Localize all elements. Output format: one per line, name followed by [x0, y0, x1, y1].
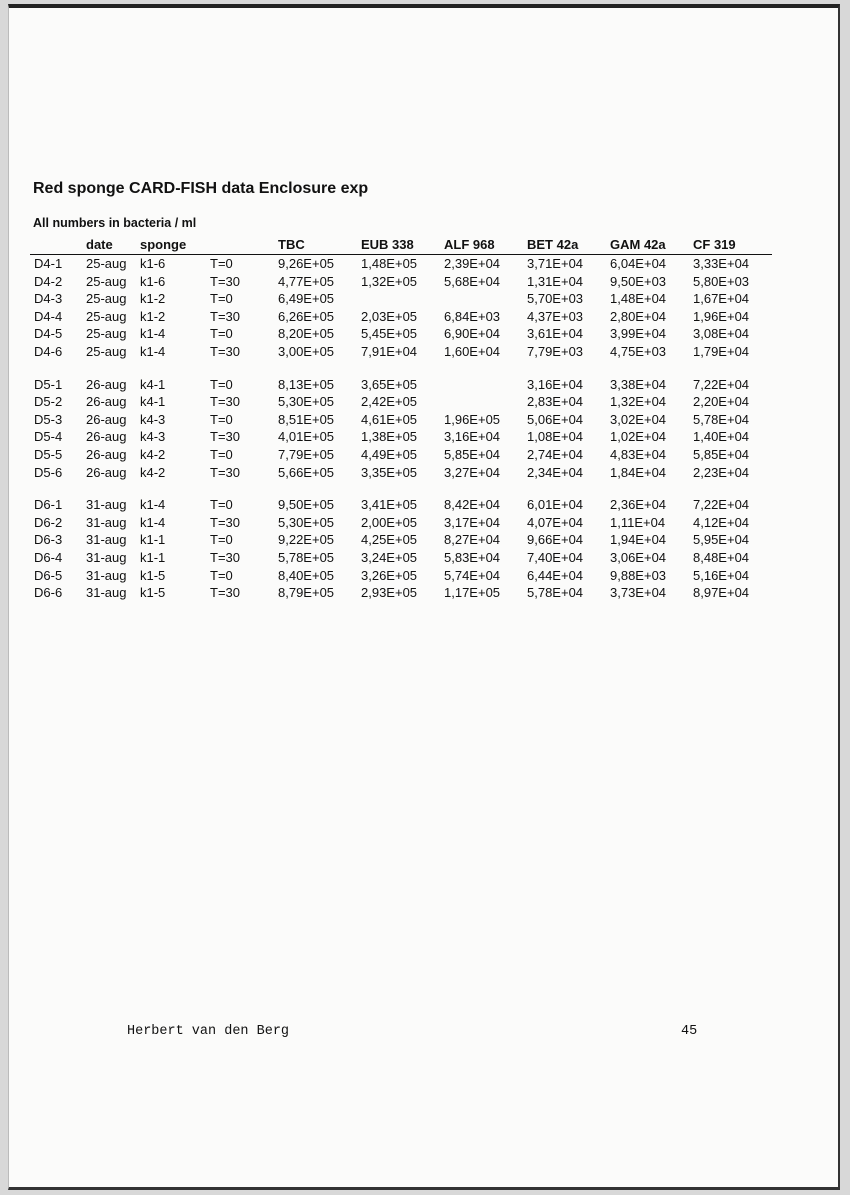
cell-alf968	[440, 376, 523, 394]
cell-eub338: 3,24E+05	[361, 549, 418, 565]
cell-tbc: 8,40E+05	[278, 567, 335, 583]
cell-alf968: 8,42E+04	[444, 497, 501, 513]
cell-cf319: 3,08E+04	[693, 326, 750, 342]
cell-cf319: 1,96E+04	[693, 308, 750, 324]
cell-bet42a: 1,31E+04	[527, 273, 584, 289]
cell-eub338: 3,65E+05	[361, 376, 418, 392]
cell-cf319: 4,12E+04	[693, 514, 750, 530]
cell-eub338	[357, 290, 440, 308]
cell-sponge: k4-3	[140, 429, 166, 445]
cell-gam42a: 9,88E+03	[610, 567, 667, 583]
table-row	[30, 549, 772, 567]
col-header-gam42a: GAM 42a	[606, 236, 689, 255]
cell-bet42a: 4,37E+03	[527, 308, 584, 324]
cell-bet42a: 2,83E+04	[527, 394, 584, 410]
group-spacer-row	[30, 361, 772, 376]
cell-gam42a: 3,06E+04	[610, 549, 667, 565]
cell-bet42a: 1,08E+04	[527, 429, 584, 445]
cell-alf968: 6,90E+04	[444, 326, 501, 342]
cell-eub338: 4,61E+05	[361, 411, 418, 427]
cell-alf968: 1,60E+04	[444, 343, 501, 359]
cell-sponge: k1-6	[140, 273, 166, 289]
cell-sponge: k1-4	[140, 326, 166, 342]
col-header-tbc: TBC	[274, 236, 357, 255]
cell-tbc: 8,13E+05	[278, 376, 335, 392]
table-row	[30, 273, 772, 291]
cell-tbc: 6,49E+05	[278, 291, 335, 307]
table-row	[30, 376, 772, 394]
cell-tbc: 4,01E+05	[278, 429, 335, 445]
cell-time: T=0	[210, 532, 233, 548]
cell-eub338: 4,25E+05	[361, 532, 418, 548]
cell-tbc: 5,30E+05	[278, 394, 335, 410]
cell-alf968: 1,17E+05	[444, 585, 501, 601]
cell-eub338: 3,26E+05	[361, 567, 418, 583]
units-subtitle: All numbers in bacteria / ml	[33, 216, 197, 230]
cell-tbc: 8,20E+05	[278, 326, 335, 342]
cell-cf319: 8,97E+04	[693, 585, 750, 601]
cell-sponge: k1-2	[140, 308, 166, 324]
cell-cf319: 5,80E+03	[693, 273, 750, 289]
cell-sample-id: D4-4	[34, 308, 63, 324]
cell-time: T=30	[210, 308, 240, 324]
col-header-time	[206, 236, 274, 255]
table-row	[30, 428, 772, 446]
cell-tbc: 5,66E+05	[278, 464, 335, 480]
cell-date: 31-aug	[86, 549, 127, 565]
cell-date: 25-aug	[86, 343, 127, 359]
table-row	[30, 325, 772, 343]
cell-date: 26-aug	[86, 446, 127, 462]
cell-sponge: k1-4	[140, 343, 166, 359]
cell-gam42a: 1,48E+04	[610, 291, 667, 307]
table-header-row	[30, 236, 772, 255]
cell-cf319: 5,78E+04	[693, 411, 750, 427]
cell-alf968: 6,84E+03	[444, 308, 501, 324]
cell-sponge: k1-1	[140, 549, 166, 565]
cell-bet42a: 7,79E+03	[527, 343, 584, 359]
cell-time: T=30	[210, 514, 240, 530]
cell-sponge: k1-1	[140, 532, 166, 548]
cell-alf968: 5,74E+04	[444, 567, 501, 583]
cell-sample-id: D6-6	[34, 585, 63, 601]
cell-tbc: 9,22E+05	[278, 532, 335, 548]
cell-bet42a: 5,70E+03	[527, 291, 584, 307]
cell-date: 31-aug	[86, 567, 127, 583]
cell-sponge: k1-5	[140, 567, 166, 583]
cell-eub338: 2,42E+05	[361, 394, 418, 410]
cell-gam42a: 6,04E+04	[610, 256, 667, 271]
table-row	[30, 584, 772, 602]
cell-date: 25-aug	[86, 308, 127, 324]
cell-sample-id: D6-1	[34, 497, 63, 513]
table-row	[30, 496, 772, 514]
cell-time: T=30	[210, 464, 240, 480]
cell-eub338: 1,32E+05	[361, 273, 418, 289]
cell-sample-id: D5-3	[34, 411, 63, 427]
cell-sample-id: D6-5	[34, 567, 63, 583]
spacer-cell	[30, 481, 772, 496]
cell-sample-id: D4-3	[34, 291, 63, 307]
cell-sample-id: D4-1	[34, 256, 63, 271]
cell-tbc: 9,26E+05	[278, 256, 335, 271]
cell-bet42a: 9,66E+04	[527, 532, 584, 548]
cell-bet42a: 3,16E+04	[527, 376, 584, 392]
cell-cf319: 3,33E+04	[693, 256, 750, 271]
cell-bet42a: 7,40E+04	[527, 549, 584, 565]
cell-sponge: k4-3	[140, 411, 166, 427]
cell-sample-id: D6-3	[34, 532, 63, 548]
cell-gam42a: 1,32E+04	[610, 394, 667, 410]
cell-gam42a: 2,80E+04	[610, 308, 667, 324]
cell-cf319: 5,95E+04	[693, 532, 750, 548]
cell-alf968: 1,96E+05	[444, 411, 501, 427]
cell-eub338: 1,38E+05	[361, 429, 418, 445]
col-header-eub338: EUB 338	[357, 236, 440, 255]
cell-bet42a: 3,71E+04	[527, 256, 584, 271]
cell-tbc: 4,77E+05	[278, 273, 335, 289]
cell-eub338: 5,45E+05	[361, 326, 418, 342]
footer-page-number: 45	[681, 1024, 698, 1039]
table-row	[30, 343, 772, 361]
table-row	[30, 514, 772, 532]
cell-cf319: 7,22E+04	[693, 376, 750, 392]
table-row	[30, 464, 772, 482]
cell-date: 26-aug	[86, 376, 127, 392]
cell-bet42a: 6,44E+04	[527, 567, 584, 583]
cell-bet42a: 2,34E+04	[527, 464, 584, 480]
cell-alf968: 3,27E+04	[444, 464, 501, 480]
cell-sample-id: D5-4	[34, 429, 63, 445]
cell-cf319: 5,85E+04	[693, 446, 750, 462]
table-row	[30, 531, 772, 549]
cell-eub338: 2,00E+05	[361, 514, 418, 530]
cell-sponge: k1-4	[140, 514, 166, 530]
cell-sample-id: D5-5	[34, 446, 63, 462]
cell-date: 25-aug	[86, 256, 127, 271]
cell-date: 26-aug	[86, 411, 127, 427]
col-header-cf319: CF 319	[689, 236, 772, 255]
cell-cf319: 2,20E+04	[693, 394, 750, 410]
table-row	[30, 446, 772, 464]
cell-sample-id: D5-6	[34, 464, 63, 480]
cell-bet42a: 3,61E+04	[527, 326, 584, 342]
cell-bet42a: 2,74E+04	[527, 446, 584, 462]
cell-sponge: k4-1	[140, 376, 166, 392]
group-spacer-row	[30, 481, 772, 496]
cell-sample-id: D5-1	[34, 376, 63, 392]
cell-bet42a: 4,07E+04	[527, 514, 584, 530]
cell-time: T=30	[210, 585, 240, 601]
cell-date: 25-aug	[86, 273, 127, 289]
cell-sponge: k4-2	[140, 446, 166, 462]
cell-time: T=30	[210, 394, 240, 410]
cell-alf968: 5,68E+04	[444, 273, 501, 289]
cell-alf968: 5,83E+04	[444, 549, 501, 565]
table-row	[30, 308, 772, 326]
cell-gam42a: 1,02E+04	[610, 429, 667, 445]
cell-gam42a: 3,02E+04	[610, 411, 667, 427]
cell-time: T=0	[210, 326, 233, 342]
cell-eub338: 2,03E+05	[361, 308, 418, 324]
table-row	[30, 290, 772, 308]
cell-gam42a: 4,83E+04	[610, 446, 667, 462]
cell-sample-id: D6-2	[34, 514, 63, 530]
cell-bet42a: 5,06E+04	[527, 411, 584, 427]
cell-eub338: 1,48E+05	[361, 256, 418, 271]
cell-time: T=0	[210, 446, 233, 462]
cell-time: T=0	[210, 376, 233, 392]
table-row	[30, 393, 772, 411]
cell-tbc: 5,30E+05	[278, 514, 335, 530]
col-header-sponge: sponge	[136, 236, 206, 255]
cell-alf968: 3,16E+04	[444, 429, 501, 445]
cell-alf968: 5,85E+04	[444, 446, 501, 462]
cell-tbc: 7,79E+05	[278, 446, 335, 462]
cell-date: 31-aug	[86, 514, 127, 530]
spacer-cell	[30, 361, 772, 376]
cell-cf319: 2,23E+04	[693, 464, 750, 480]
cell-gam42a: 1,94E+04	[610, 532, 667, 548]
cell-eub338: 7,91E+04	[361, 343, 418, 359]
cell-alf968: 2,39E+04	[444, 256, 501, 271]
cell-alf968: 8,27E+04	[444, 532, 501, 548]
cell-time: T=0	[210, 256, 233, 271]
cell-tbc: 3,00E+05	[278, 343, 335, 359]
table-body	[30, 255, 772, 602]
footer-author: Herbert van den Berg	[127, 1024, 290, 1039]
table-row	[30, 255, 772, 273]
cell-cf319: 1,67E+04	[693, 291, 750, 307]
cell-eub338: 3,41E+05	[361, 497, 418, 513]
cell-cf319: 8,48E+04	[693, 549, 750, 565]
cell-cf319: 1,40E+04	[693, 429, 750, 445]
cell-sponge: k4-2	[140, 464, 166, 480]
cell-date: 26-aug	[86, 464, 127, 480]
cell-gam42a: 3,38E+04	[610, 376, 667, 392]
cell-time: T=0	[210, 497, 233, 513]
cell-sample-id: D6-4	[34, 549, 63, 565]
cell-sample-id: D4-6	[34, 343, 63, 359]
document-page	[8, 4, 840, 1190]
cell-sample-id: D4-2	[34, 273, 63, 289]
card-fish-table	[30, 236, 772, 602]
cell-sponge: k4-1	[140, 394, 166, 410]
cell-alf968	[440, 290, 523, 308]
cell-tbc: 8,79E+05	[278, 585, 335, 601]
cell-date: 31-aug	[86, 585, 127, 601]
cell-time: T=30	[210, 273, 240, 289]
cell-tbc: 6,26E+05	[278, 308, 335, 324]
cell-bet42a: 6,01E+04	[527, 497, 584, 513]
cell-time: T=30	[210, 343, 240, 359]
cell-tbc: 5,78E+05	[278, 549, 335, 565]
cell-gam42a: 1,11E+04	[610, 514, 666, 530]
cell-sponge: k1-6	[140, 256, 166, 271]
cell-gam42a: 3,73E+04	[610, 585, 667, 601]
cell-gam42a: 9,50E+03	[610, 273, 667, 289]
cell-date: 31-aug	[86, 532, 127, 548]
cell-sample-id: D5-2	[34, 394, 63, 410]
cell-sponge: k1-4	[140, 497, 166, 513]
cell-sponge: k1-5	[140, 585, 166, 601]
cell-date: 31-aug	[86, 497, 127, 513]
cell-date: 26-aug	[86, 429, 127, 445]
col-header-date: date	[82, 236, 136, 255]
cell-time: T=30	[210, 549, 240, 565]
cell-alf968	[440, 393, 523, 411]
cell-eub338: 3,35E+05	[361, 464, 418, 480]
cell-cf319: 1,79E+04	[693, 343, 750, 359]
table-row	[30, 411, 772, 429]
cell-gam42a: 4,75E+03	[610, 343, 667, 359]
table-row	[30, 567, 772, 585]
cell-eub338: 4,49E+05	[361, 446, 418, 462]
cell-time: T=0	[210, 567, 233, 583]
cell-tbc: 8,51E+05	[278, 411, 335, 427]
cell-gam42a: 2,36E+04	[610, 497, 667, 513]
cell-tbc: 9,50E+05	[278, 497, 335, 513]
page-title: Red sponge CARD-FISH data Enclosure exp	[33, 180, 369, 197]
cell-time: T=0	[210, 411, 233, 427]
cell-date: 25-aug	[86, 326, 127, 342]
cell-cf319: 5,16E+04	[693, 567, 750, 583]
cell-gam42a: 1,84E+04	[610, 464, 667, 480]
cell-bet42a: 5,78E+04	[527, 585, 584, 601]
col-header-id	[30, 236, 82, 255]
col-header-alf968: ALF 968	[440, 236, 523, 255]
cell-time: T=30	[210, 429, 240, 445]
cell-time: T=0	[210, 291, 233, 307]
cell-cf319: 7,22E+04	[693, 497, 750, 513]
cell-eub338: 2,93E+05	[361, 585, 418, 601]
cell-sponge: k1-2	[140, 291, 166, 307]
cell-alf968: 3,17E+04	[444, 514, 501, 530]
cell-date: 25-aug	[86, 291, 127, 307]
cell-sample-id: D4-5	[34, 326, 63, 342]
col-header-bet42a: BET 42a	[523, 236, 606, 255]
cell-date: 26-aug	[86, 394, 127, 410]
cell-gam42a: 3,99E+04	[610, 326, 667, 342]
